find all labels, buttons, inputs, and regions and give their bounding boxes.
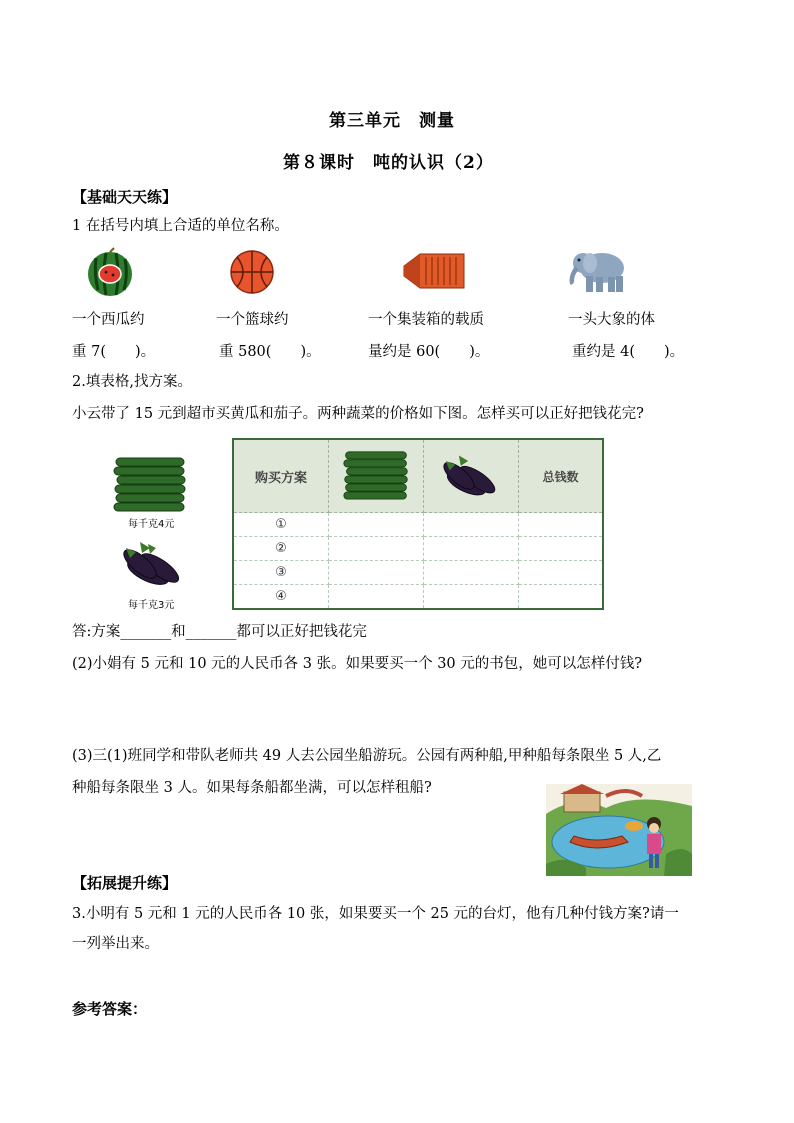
cucumber-price: 每千克4元 [128, 519, 175, 530]
q2-3-line1: (3)三(1)班同学和带队老师共 49 人去公园坐船游玩。公园有两种船,甲种船每条限坐 5 人,乙 [72, 748, 662, 764]
q1-item4-line2: 重约是 4( )。 [572, 344, 685, 360]
eggplant-price: 每千克3元 [128, 600, 175, 611]
q1-item3-line2: 量约是 60( )。 [368, 344, 490, 360]
container-icon [402, 252, 466, 290]
q1-item2-line1: 一个篮球约 [216, 312, 289, 328]
q1-item3-line1: 一个集装箱的载质 [368, 312, 484, 328]
table-row-label: ④ [233, 584, 329, 609]
q2-2-text: (2)小娟有 5 元和 10 元的人民币各 3 张。如果要买一个 30 元的书包，她可以怎样付钱? [72, 656, 643, 672]
watermelon-icon [84, 246, 136, 298]
section-basic: 【基础天天练】 [72, 188, 178, 206]
q3-line1: 3.小明有 5 元和 1 元的人民币各 10 张，如果要买一个 25 元的台灯，他有几种付钱方案?请一 [72, 906, 679, 922]
section-extend: 【拓展提升练】 [72, 874, 178, 892]
q1-prompt: 1 在括号内填上合适的单位名称。 [72, 218, 289, 234]
col-total-header: 总钱数 [519, 439, 604, 513]
col-cucumber-header [329, 439, 424, 513]
q2-answer-line: 答:方案_______和_______都可以正好把钱花完 [72, 624, 367, 640]
col-plan-header: 购买方案 [233, 439, 329, 513]
q3-line2: 一列举出来。 [72, 936, 159, 952]
q1-item4-line1: 一头大象的体 [568, 312, 655, 328]
table-row-label: ② [233, 536, 329, 560]
q1-item2-line2: 重 580( )。 [219, 344, 321, 360]
lesson-title: 第８课时 吨的认识（2） [283, 153, 494, 173]
elephant-icon [566, 246, 628, 294]
cucumber-icon [340, 450, 412, 500]
q2-prompt: 2.填表格,找方案。 [72, 374, 192, 390]
table-row-label: ① [233, 513, 329, 537]
answers-heading: 参考答案： [72, 1000, 148, 1018]
q2-3-line2: 种船每条限坐 3 人。如果每条船都坐满，可以怎样租船? [72, 780, 432, 796]
plan-table [232, 438, 604, 610]
table-row-label: ③ [233, 560, 329, 584]
eggplant-icon [118, 534, 188, 592]
eggplant-icon [438, 448, 504, 502]
cucumber-icon [112, 456, 188, 512]
boating-illustration [546, 784, 692, 876]
col-eggplant-header [424, 439, 519, 513]
q1-item1-line2: 重 7( )。 [72, 344, 156, 360]
basketball-icon [229, 249, 275, 295]
unit-title: 第三单元 测量 [329, 111, 455, 131]
q1-item1-line1: 一个西瓜约 [72, 312, 145, 328]
q2-story: 小云带了 15 元到超市买黄瓜和茄子。两种蔬菜的价格如下图。怎样买可以正好把钱花完? [72, 406, 644, 422]
